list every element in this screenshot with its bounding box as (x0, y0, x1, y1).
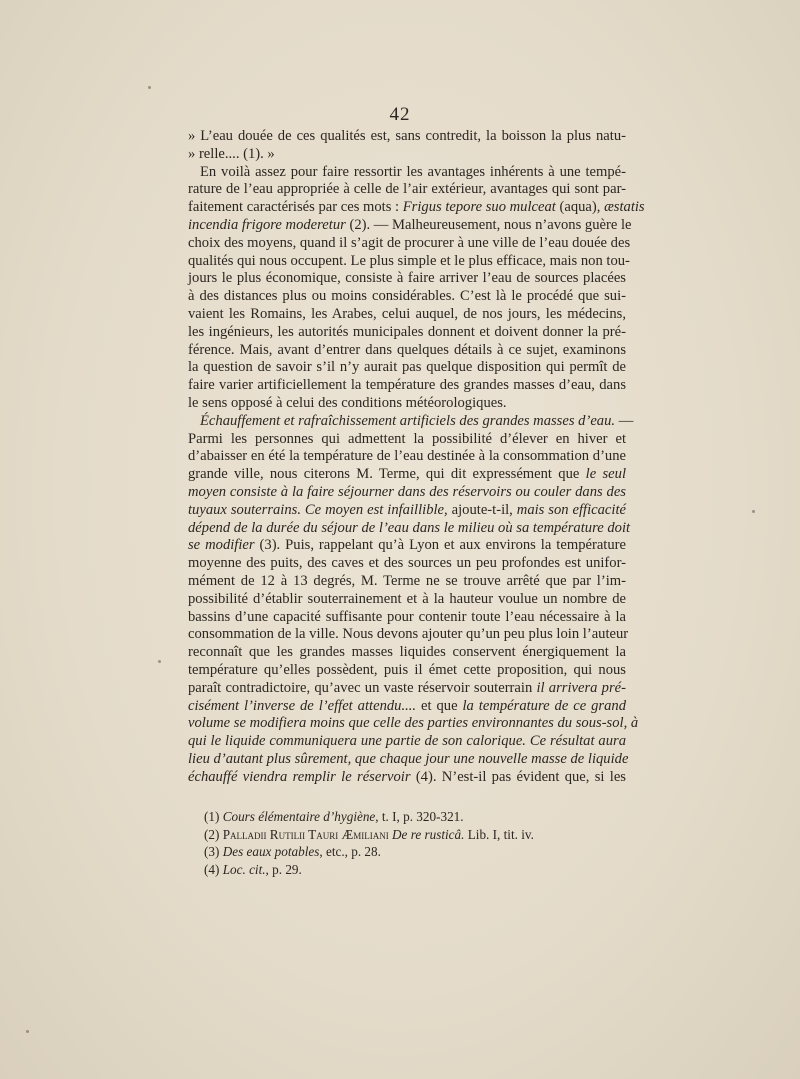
text-segment: faitement caractérisés par ces mots : (188, 199, 403, 216)
text-segment: échauffé viendra remplir le réservoir (188, 768, 411, 785)
text-segment: bassins d’une capacité suffisante pour contenir toute l’eau nécessaire à la (188, 608, 626, 625)
text-line (188, 412, 634, 431)
page-number: 42 (389, 104, 411, 125)
text-line (188, 181, 626, 199)
text-segment: férence. Mais, avant d’entrer dans quelques détails à ce sujet, examinons (188, 341, 626, 358)
text-segment: ajoute-t-il, (447, 501, 517, 518)
text-segment: (aqua), (555, 199, 605, 216)
footnote-segment: (1) (204, 809, 223, 824)
text-segment: qualités qui nous occupent. Le plus simple et le plus efficace, mais non tou- (188, 252, 630, 269)
text-line (188, 128, 626, 146)
text-line (188, 216, 632, 235)
text-segment: vaient les Romains, les Arabes, celui auquel, de nos jours, les médecins, (188, 305, 626, 322)
text-line (188, 555, 626, 573)
paper-speck (26, 1030, 29, 1033)
text-segment: Échauffement et rafraîchissement artificiels des grandes masses d’eau. (200, 412, 616, 429)
footnote-segment: (2) (204, 826, 223, 842)
footnote-segment: De re rusticâ. (392, 826, 465, 842)
text-line (188, 609, 626, 627)
text-line (188, 573, 626, 591)
text-segment: moyenne des puits, des caves et des sources un peu profondes est unifor- (188, 555, 626, 572)
text-segment: le seul (585, 466, 626, 483)
text-line (188, 252, 630, 271)
text-segment: à des distances plus ou moins considérables. C’est là le procédé que sui- (188, 288, 626, 305)
text-line (188, 164, 626, 182)
body-text (188, 128, 645, 786)
text-segment: paraît contradictoire, qu’avec un vaste réservoir souterrain (188, 679, 537, 696)
footnote-segment: Des eaux potables (222, 844, 320, 860)
footnote-segment: , etc., p. 28. (319, 844, 381, 860)
text-line (188, 769, 626, 787)
text-segment: choix des moyens, quand il s’agit de procurer à une ville de l’eau douée des (188, 234, 631, 251)
text-segment: il arrivera pré- (536, 679, 626, 696)
paper-speck (752, 510, 755, 513)
text-line (188, 644, 626, 662)
text-segment: æstatis (604, 199, 645, 216)
text-line (188, 680, 626, 698)
text-segment: » relle.... (1). » (188, 145, 275, 162)
text-segment: (3). Puis, rappelant qu’à Lyon et aux environs la température (254, 537, 626, 554)
text-segment: reconnaît que les grandes masses liquides conservent énergiquement la (188, 644, 626, 661)
text-line (188, 750, 629, 769)
footnote-segment: (4) (204, 861, 223, 877)
text-line (188, 519, 631, 538)
text-segment: » L’eau douée de ces qualités est, sans contredit, la boisson la plus natu- (188, 128, 626, 144)
text-segment: consommation de la ville. Nous devons ajouter qu’un peu plus loin l’auteur (188, 626, 629, 643)
text-line (188, 359, 626, 377)
text-segment: jours le plus économique, consiste à faire arriver l’eau de sources placées (188, 270, 626, 287)
text-line (188, 733, 626, 751)
text-segment: volume se modifiera moins que celle des parties environnantes du sous-sol, à (188, 715, 639, 732)
footnote-segment: Palladii Rutilii Tauri Æmiliani (222, 826, 389, 842)
text-segment: — (615, 412, 634, 429)
text-line (188, 342, 626, 360)
text-line (188, 484, 626, 502)
text-segment: (2). — Malheureusement, nous n’avons guère le (345, 216, 632, 233)
text-segment: mément de 12 à 13 degrés, M. Terme ne se trouve arrêté que par l’im- (188, 572, 626, 589)
text-segment: la température de ce grand (462, 697, 626, 714)
text-segment: qui le liquide communiquera une partie de son calorique. Ce résultat aura (188, 733, 626, 750)
footnote-segment: Cours élémentaire d’hygiène (222, 809, 376, 824)
text-segment: les ingénieurs, les autorités municipales donnent et doivent donner la pré- (188, 323, 626, 340)
text-segment: mais son efficacité (516, 501, 626, 518)
text-line (188, 306, 626, 324)
text-segment: Frigus tepore suo mulceat (402, 199, 556, 216)
text-segment: En voilà assez pour faire ressortir les avantages inhérents à une tempé- (200, 163, 626, 180)
text-line (188, 431, 626, 449)
text-line (188, 199, 645, 217)
text-segment: Parmi les personnes qui admettent la possibilité d’élever en hiver et (188, 430, 626, 447)
text-line (188, 270, 626, 288)
text-line (188, 715, 639, 733)
text-line (188, 324, 626, 342)
text-line (188, 662, 626, 680)
footnote (204, 808, 624, 826)
text-line (188, 395, 626, 413)
text-segment: et que (416, 697, 463, 714)
text-line (188, 288, 626, 306)
text-line (188, 626, 629, 644)
footnote (204, 843, 624, 861)
text-segment: d’abaisser en été la température de l’eau destinée à la consommation d’une (188, 448, 626, 465)
paper-speck (148, 86, 151, 89)
text-line (188, 448, 626, 466)
footnote-segment: Lib. I, tit. iv. (464, 826, 534, 842)
footnote-segment: Loc. cit. (222, 861, 266, 877)
text-line (188, 466, 626, 484)
text-segment: la question de savoir s’il n’y aurait pas quelque disposition qui permît de (188, 359, 626, 376)
text-segment: rature de l’eau appropriée à celle de l’air extérieur, avantages qui sont par- (188, 181, 626, 198)
text-segment: cisément l’inverse de l’effet attendu.... (188, 697, 417, 714)
paper-speck (158, 660, 161, 663)
footnotes (204, 808, 624, 878)
footnote (204, 826, 624, 844)
text-segment: moyen consiste à la faire séjourner dans des réservoirs ou couler dans des (188, 483, 626, 500)
text-line (188, 502, 626, 520)
footnote-segment: , p. 29. (265, 861, 302, 877)
text-segment: lieu d’autant plus sûrement, que chaque jour une nouvelle masse de liquide (188, 750, 629, 767)
text-line (188, 234, 631, 253)
text-line (188, 146, 626, 164)
text-segment: possibilité d’établir souterrainement et à la hauteur voulue un nombre de (188, 590, 626, 607)
text-segment: grande ville, nous citerons M. Terme, qui dit expressément que (188, 466, 586, 483)
text-line (188, 698, 626, 716)
text-segment: faire varier artificiellement la température des grandes masses d’eau, dans (188, 377, 626, 394)
text-segment: dépend de la durée du séjour de l’eau dans le milieu où sa température doit (188, 519, 631, 536)
footnote (204, 861, 624, 879)
footnote-segment: , t. I, p. 320-321. (375, 809, 464, 824)
text-line (188, 537, 626, 555)
text-segment: incendia frigore moderetur (188, 216, 346, 233)
text-line (188, 377, 626, 395)
text-segment: tuyaux souterrains. Ce moyen est infaillible, (188, 501, 448, 518)
text-segment: (4). N’est-il pas évident que, si les (410, 768, 626, 785)
text-segment: se modifier (188, 537, 255, 554)
footnote-segment: (3) (204, 844, 223, 860)
text-line (188, 591, 626, 609)
text-segment: le sens opposé à celui des conditions météorologiques. (188, 394, 507, 411)
text-segment: température qu’elles possèdent, puis il émet cette proposition, qui nous (188, 661, 626, 678)
